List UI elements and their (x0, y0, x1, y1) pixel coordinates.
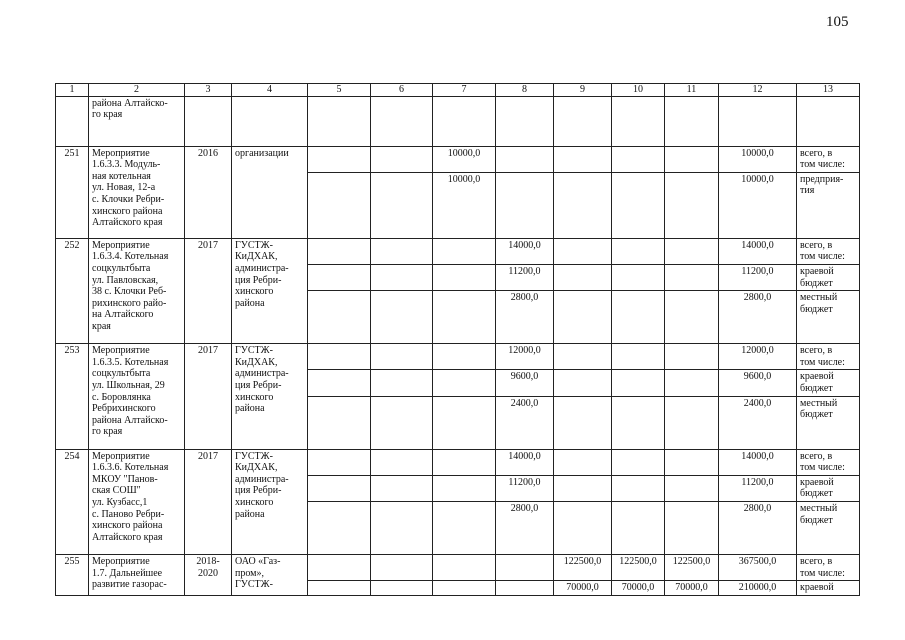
executor-cell: организации (232, 146, 308, 238)
header-cell: 4 (232, 84, 308, 97)
amount-cell: 11200,0 (719, 475, 797, 501)
amount-cell (554, 396, 612, 449)
executor-cell: ОАО «Газ- пром», ГУСТЖ- (232, 554, 308, 595)
empty-cell (371, 501, 433, 554)
amount-cell: 14000,0 (496, 238, 554, 264)
row-number: 252 (56, 238, 89, 343)
cell (185, 96, 232, 146)
amount-cell: 12000,0 (496, 344, 554, 370)
header-cell: 7 (433, 84, 496, 97)
amount-cell: 2800,0 (719, 501, 797, 554)
amount-cell: 2400,0 (496, 396, 554, 449)
amount-cell (665, 370, 719, 396)
funding-source: краевой бюджет (797, 475, 860, 501)
amount-cell: 9600,0 (719, 370, 797, 396)
amount-cell (665, 396, 719, 449)
empty-cell (371, 264, 433, 290)
amount-cell (433, 396, 496, 449)
amount-cell (665, 146, 719, 172)
amount-cell (433, 581, 496, 596)
amount-cell: 9600,0 (496, 370, 554, 396)
cell (554, 96, 612, 146)
amount-cell: 70000,0 (665, 581, 719, 596)
year-cell: 2018- 2020 (185, 554, 232, 595)
empty-cell (371, 344, 433, 370)
amount-cell: 11200,0 (496, 475, 554, 501)
empty-cell (371, 238, 433, 264)
empty-cell (308, 475, 371, 501)
empty-cell (308, 291, 371, 344)
amount-cell (433, 501, 496, 554)
amount-cell: 10000,0 (719, 172, 797, 238)
measure-name: района Алтайско- го края (89, 96, 185, 146)
table-row (56, 554, 860, 580)
cell (56, 96, 89, 146)
row-number: 255 (56, 554, 89, 595)
amount-cell (554, 291, 612, 344)
amount-cell: 11200,0 (719, 264, 797, 290)
amount-cell (554, 475, 612, 501)
amount-cell (612, 475, 665, 501)
empty-cell (371, 554, 433, 580)
amount-cell: 10000,0 (433, 146, 496, 172)
amount-cell: 11200,0 (496, 264, 554, 290)
funding-source: местный бюджет (797, 291, 860, 344)
header-cell: 8 (496, 84, 554, 97)
amount-cell (665, 344, 719, 370)
empty-cell (308, 264, 371, 290)
amount-cell (665, 291, 719, 344)
amount-cell (612, 238, 665, 264)
empty-cell (308, 501, 371, 554)
amount-cell (433, 344, 496, 370)
header-cell: 9 (554, 84, 612, 97)
amount-cell: 14000,0 (496, 449, 554, 475)
empty-cell (371, 475, 433, 501)
funding-source: всего, в том числе: (797, 554, 860, 580)
amount-cell (433, 264, 496, 290)
amount-cell (496, 581, 554, 596)
amount-cell (554, 344, 612, 370)
measure-name: Мероприятие 1.6.3.3. Модуль- ная котельная ул. Новая, 12-а с. Клочки Ребри- хинского района Алтайского края (89, 146, 185, 238)
executor-cell: ГУСТЖ- КиДХАК, администра- ция Ребри- хинского района (232, 449, 308, 554)
row-number: 251 (56, 146, 89, 238)
amount-cell (554, 172, 612, 238)
amount-cell (665, 475, 719, 501)
amount-cell (496, 146, 554, 172)
funding-source: местный бюджет (797, 396, 860, 449)
amount-cell (612, 501, 665, 554)
row-number: 253 (56, 344, 89, 449)
empty-cell (371, 581, 433, 596)
amount-cell (554, 238, 612, 264)
empty-cell (371, 449, 433, 475)
empty-cell (371, 370, 433, 396)
amount-cell: 70000,0 (554, 581, 612, 596)
page-number: 105 (826, 14, 849, 30)
amount-cell (612, 172, 665, 238)
amount-cell: 367500,0 (719, 554, 797, 580)
table-row (56, 344, 860, 370)
continued-row (56, 96, 860, 146)
amount-cell: 10000,0 (719, 146, 797, 172)
funding-source: предприя- тия (797, 172, 860, 238)
empty-cell (371, 396, 433, 449)
amount-cell (433, 238, 496, 264)
empty-cell (308, 396, 371, 449)
empty-cell (308, 344, 371, 370)
funding-source: всего, в том числе: (797, 344, 860, 370)
amount-cell: 122500,0 (554, 554, 612, 580)
cell (371, 96, 433, 146)
table-row (56, 449, 860, 475)
table-row (56, 238, 860, 264)
header-cell: 3 (185, 84, 232, 97)
measure-name: Мероприятие 1.7. Дальнейшее развитие газорас- (89, 554, 185, 595)
amount-cell (612, 449, 665, 475)
table-row (56, 146, 860, 172)
empty-cell (371, 291, 433, 344)
amount-cell (433, 554, 496, 580)
amount-cell (554, 501, 612, 554)
empty-cell (308, 554, 371, 580)
amount-cell: 70000,0 (612, 581, 665, 596)
measure-name: Мероприятие 1.6.3.4. Котельная соцкультбыта ул. Павловская, 38 с. Клочки Реб- рихинского райо- на Алтайского края (89, 238, 185, 343)
cell (433, 96, 496, 146)
amount-cell (554, 146, 612, 172)
empty-cell (308, 581, 371, 596)
amount-cell: 2800,0 (719, 291, 797, 344)
amount-cell: 10000,0 (433, 172, 496, 238)
table-body (56, 84, 860, 596)
amount-cell (612, 344, 665, 370)
amount-cell (612, 264, 665, 290)
amount-cell: 210000,0 (719, 581, 797, 596)
amount-cell (554, 264, 612, 290)
year-cell: 2017 (185, 238, 232, 343)
funding-source: всего, в том числе: (797, 238, 860, 264)
amount-cell: 2800,0 (496, 291, 554, 344)
amount-cell: 122500,0 (665, 554, 719, 580)
header-cell: 6 (371, 84, 433, 97)
header-cell: 12 (719, 84, 797, 97)
amount-cell (665, 501, 719, 554)
funding-source: краевой бюджет (797, 264, 860, 290)
empty-cell (308, 238, 371, 264)
year-cell: 2016 (185, 146, 232, 238)
amount-cell (554, 370, 612, 396)
amount-cell (612, 146, 665, 172)
funding-source: всего, в том числе: (797, 146, 860, 172)
amount-cell (554, 449, 612, 475)
year-cell: 2017 (185, 449, 232, 554)
amount-cell (496, 172, 554, 238)
funding-source: местный бюджет (797, 501, 860, 554)
amount-cell: 12000,0 (719, 344, 797, 370)
amount-cell (665, 172, 719, 238)
amount-cell: 122500,0 (612, 554, 665, 580)
amount-cell: 2800,0 (496, 501, 554, 554)
header-cell: 11 (665, 84, 719, 97)
row-number: 254 (56, 449, 89, 554)
measure-name: Мероприятие 1.6.3.6. Котельная МКОУ "Панов- ская СОШ" ул. Кузбасс,1 с. Паново Ребри- хинского района Алтайского края (89, 449, 185, 554)
amount-cell (496, 554, 554, 580)
header-cell: 5 (308, 84, 371, 97)
funding-source: краевой бюджет (797, 370, 860, 396)
empty-cell (371, 172, 433, 238)
funding-source: всего, в том числе: (797, 449, 860, 475)
amount-cell: 2400,0 (719, 396, 797, 449)
amount-cell (665, 264, 719, 290)
amount-cell (433, 449, 496, 475)
year-cell: 2017 (185, 344, 232, 449)
amount-cell: 14000,0 (719, 449, 797, 475)
empty-cell (308, 449, 371, 475)
cell (719, 96, 797, 146)
header-row (56, 84, 860, 97)
measure-name: Мероприятие 1.6.3.5. Котельная соцкультбыта ул. Школьная, 29 с. Боровлянка Ребрихинского района Алтайско- го края (89, 344, 185, 449)
header-cell: 10 (612, 84, 665, 97)
empty-cell (308, 146, 371, 172)
amount-cell: 14000,0 (719, 238, 797, 264)
budget-table (55, 83, 860, 596)
cell (797, 96, 860, 146)
amount-cell (665, 238, 719, 264)
amount-cell (665, 449, 719, 475)
cell (496, 96, 554, 146)
executor-cell: ГУСТЖ- КиДХАК, администра- ция Ребри- хинского района (232, 238, 308, 343)
amount-cell (612, 370, 665, 396)
funding-source: краевой (797, 581, 860, 596)
cell (665, 96, 719, 146)
cell (612, 96, 665, 146)
empty-cell (308, 370, 371, 396)
amount-cell (612, 396, 665, 449)
amount-cell (612, 291, 665, 344)
amount-cell (433, 370, 496, 396)
amount-cell (433, 291, 496, 344)
header-cell: 2 (89, 84, 185, 97)
header-cell: 13 (797, 84, 860, 97)
empty-cell (308, 172, 371, 238)
amount-cell (433, 475, 496, 501)
header-cell: 1 (56, 84, 89, 97)
cell (232, 96, 308, 146)
executor-cell: ГУСТЖ- КиДХАК, администра- ция Ребри- хинского района (232, 344, 308, 449)
cell (308, 96, 371, 146)
empty-cell (371, 146, 433, 172)
